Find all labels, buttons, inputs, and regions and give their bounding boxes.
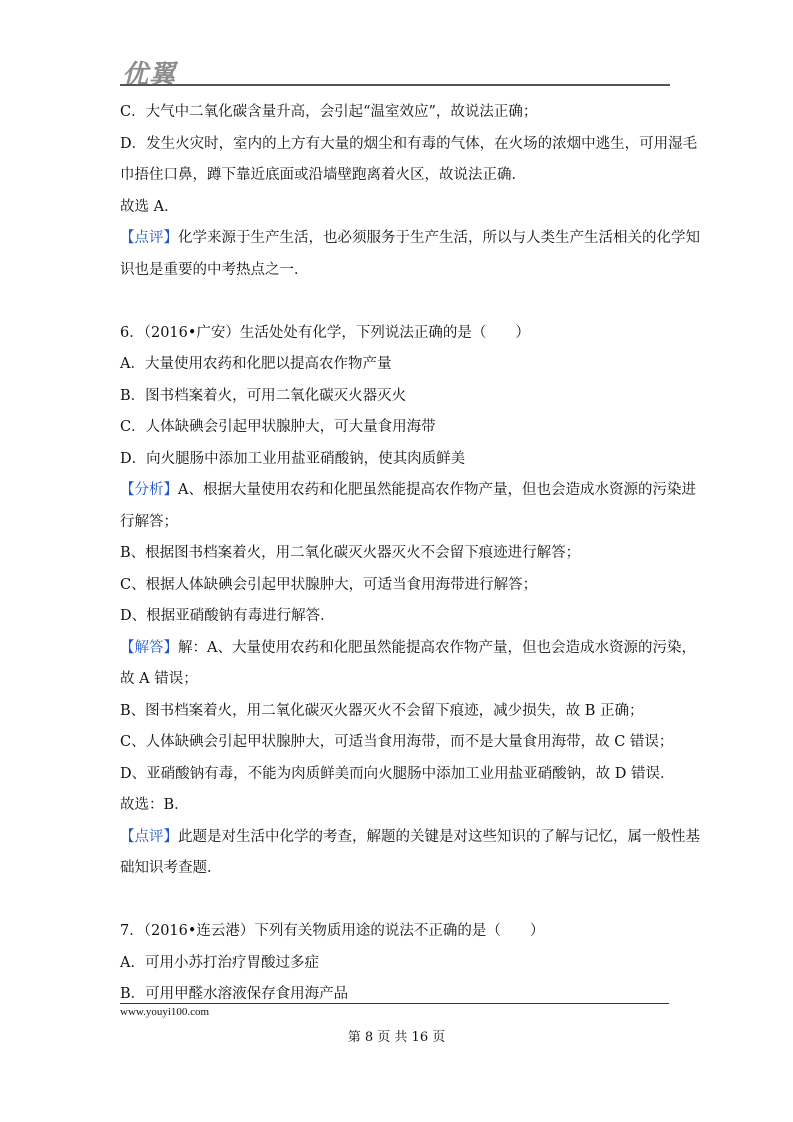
document-body [120, 97, 700, 1011]
page-header [120, 54, 670, 90]
text-line [120, 759, 676, 791]
line-text: 故选 A． [120, 198, 179, 215]
line-text: 解：A、大量使用农药和化肥虽然能提高农作物产量，但也会造成水资源的污染， [178, 639, 696, 656]
text-line [120, 633, 696, 665]
section-tag: 【分析】 [120, 482, 178, 498]
section-tag: 【点评】 [120, 230, 178, 246]
line-text: 7．（2016•连云港）下列有关物质用途的说法不正确的是（ ） [120, 923, 545, 939]
line-text: 行解答； [120, 513, 178, 530]
line-text: 巾捂住口鼻，蹲下靠近底面或沿墙壁跑离着火区，故说法正确． [120, 167, 526, 183]
line-text: B、根据图书档案着火，用二氧化碳灭火器灭火不会留下痕迹进行解答； [120, 545, 581, 561]
text-line [120, 727, 676, 759]
line-text: D．发生火灾时，室内的上方有大量的烟尘和有毒的气体，在火场的浓烟中逃生，可用湿毛 [120, 135, 698, 152]
line-text: A．大量使用农药和化肥以提高农作物产量 [120, 356, 392, 372]
text-line [120, 853, 676, 885]
text-line [120, 444, 676, 476]
header-divider [120, 84, 670, 86]
text-line [120, 948, 676, 980]
text-line [120, 255, 676, 287]
text-line [120, 601, 676, 633]
line-text: 此题是对生活中化学的考查，解题的关键是对这些知识的了解与记忆，属一般性基 [178, 828, 700, 845]
text-line [120, 916, 676, 948]
line-text: A．可用小苏打治疗胃酸过多症 [120, 954, 319, 971]
text-line [120, 192, 676, 224]
page-number: 第 8 页 共 16 页 [347, 1030, 446, 1045]
line-text: 识也是重要的中考热点之一． [120, 261, 309, 278]
line-text: C、根据人体缺碘会引起甲状腺肿大，可适当食用海带进行解答； [120, 576, 538, 593]
text-line [120, 664, 676, 696]
text-line [120, 129, 698, 161]
line-text: B．可用甲醛水溶液保存食用海产品 [120, 986, 349, 1002]
line-text: 化学来源于生产生活，也必须服务于生产生活，所以与人类生产生活相关的化学知 [178, 230, 700, 246]
line-text: C、人体缺碘会引起甲状腺肿大，可适当食用海带，而不是大量食用海带，故 C 错误； [120, 734, 674, 750]
line-text: 础知识考查题． [120, 860, 222, 876]
text-line [120, 538, 676, 570]
paragraph-gap [120, 286, 676, 318]
paragraph-gap [120, 885, 676, 917]
text-line [120, 381, 676, 413]
text-line [120, 160, 676, 192]
brand-logo: 优翼 [122, 60, 177, 90]
footer-url: www.youyi100.com [120, 1006, 210, 1018]
text-line [120, 223, 700, 255]
line-text: B．图书档案着火，可用二氧化碳灭火器灭火 [120, 387, 407, 404]
line-text: D．向火腿肠中添加工业用盐亚硝酸钠，使其肉质鲜美 [120, 450, 466, 467]
text-line [120, 97, 676, 129]
text-line [120, 696, 676, 728]
section-tag: 【点评】 [120, 828, 178, 845]
line-text: D、根据亚硝酸钠有毒进行解答． [120, 608, 335, 624]
text-line [120, 790, 676, 822]
line-text: D、亚硝酸钠有毒，不能为肉质鲜美而向火腿肠中添加工业用盐亚硝酸钠，故 D 错误． [120, 765, 675, 782]
text-line [120, 570, 676, 602]
text-line [120, 412, 676, 444]
line-text: C．大气中二氧化碳含量升高，会引起“温室效应”，故说法正确； [120, 104, 538, 120]
text-line [120, 822, 700, 854]
line-text: A、根据大量使用农药和化肥虽然能提高农作物产量，但也会造成水资源的污染进 [178, 482, 696, 498]
text-line [120, 475, 696, 507]
line-text: 故 A 错误； [120, 671, 198, 687]
footer-divider [120, 1003, 669, 1004]
line-text: 6．（2016•广安）生活处处有化学，下列说法正确的是（ ） [120, 324, 530, 341]
section-tag: 【解答】 [120, 639, 178, 656]
text-line [120, 349, 676, 381]
text-line [120, 318, 676, 350]
line-text: B、图书档案着火，用二氧化碳灭火器灭火不会留下痕迹，减少损失，故 B 正确； [120, 702, 644, 719]
line-text: C．人体缺碘会引起甲状腺肿大，可大量食用海带 [120, 419, 436, 435]
text-line [120, 507, 676, 539]
line-text: 故选：B． [120, 797, 189, 813]
